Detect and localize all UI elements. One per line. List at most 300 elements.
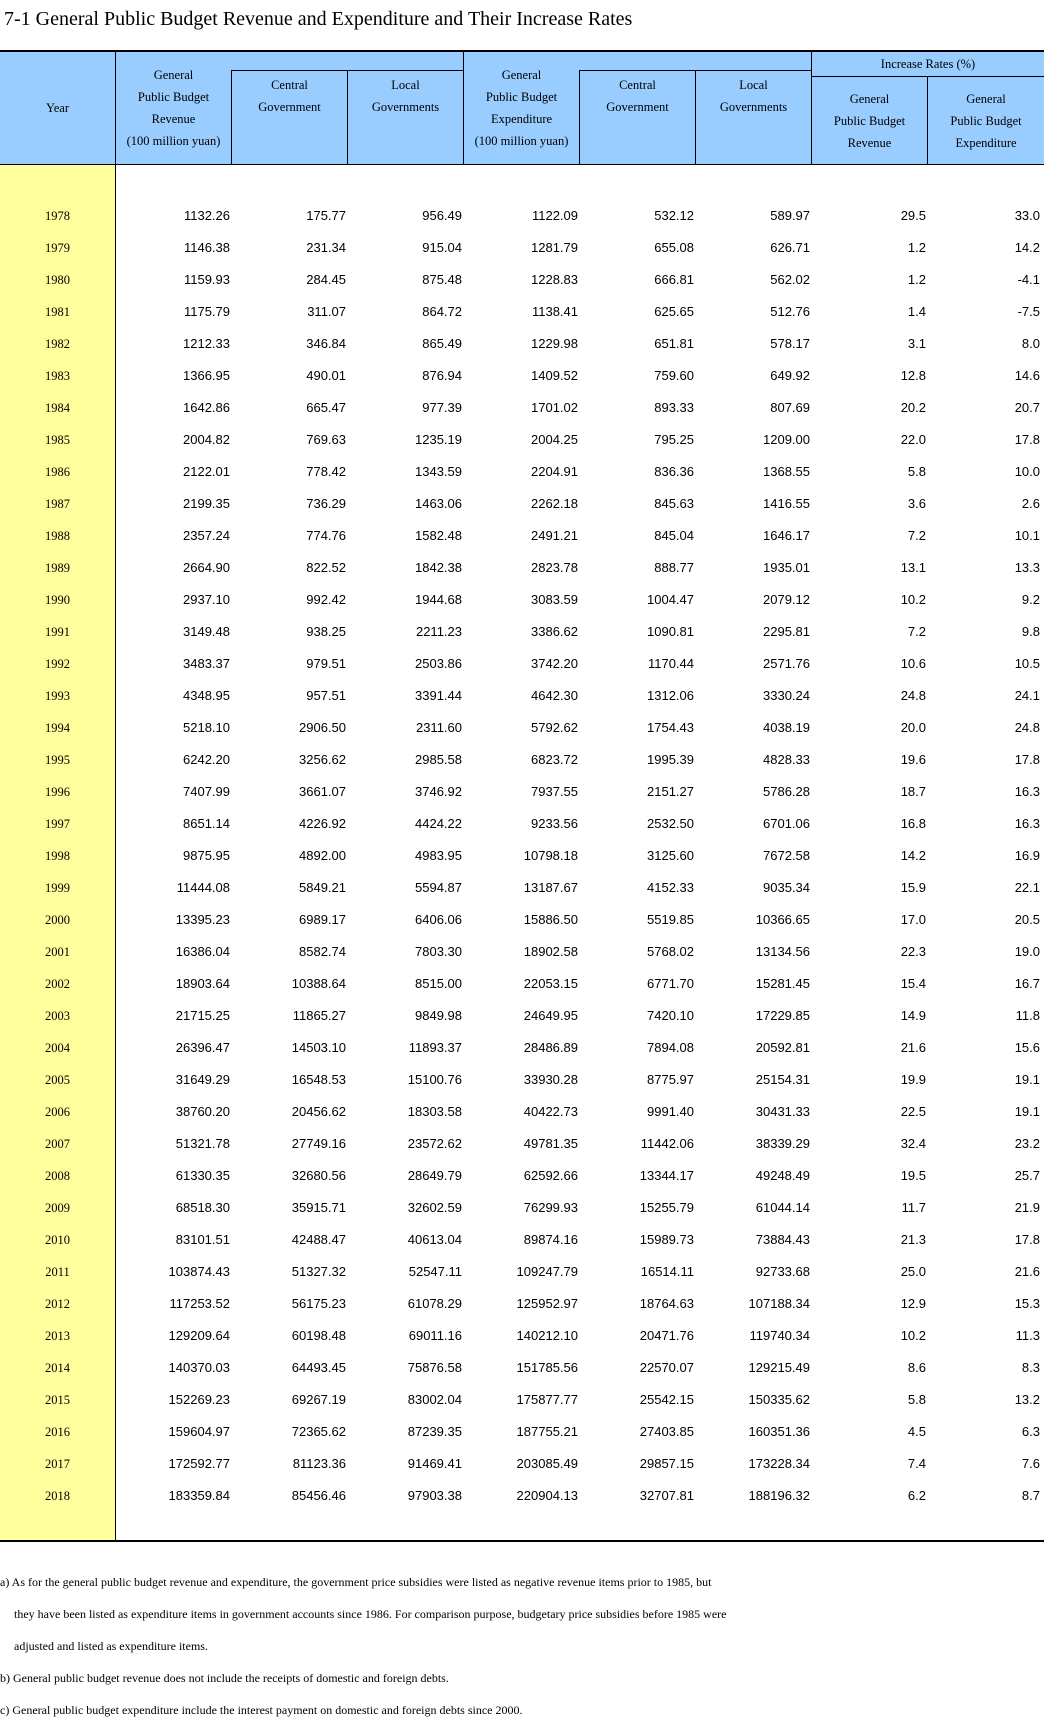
increase-revenue-cell: 6.2 (907, 1488, 926, 1503)
year-cell: 2012 (45, 1297, 70, 1311)
revenue-cell: 1366.95 (183, 368, 230, 383)
expenditure-local-cell: 188196.32 (748, 1488, 810, 1503)
revenue-central-cell: 85456.46 (291, 1488, 346, 1503)
increase-revenue-cell: 5.8 (907, 1392, 926, 1407)
revenue-cell: 103874.43 (168, 1264, 230, 1279)
year-cell: 1989 (45, 561, 70, 575)
expenditure-cell: 1229.98 (531, 336, 578, 351)
expenditure-local-cell: 17229.85 (755, 1008, 810, 1023)
revenue-central-cell: 778.42 (306, 464, 346, 479)
revenue-central-cell: 35915.71 (291, 1200, 346, 1215)
table-row (0, 456, 1044, 488)
year-cell: 1998 (45, 849, 70, 863)
revenue-cell: 13395.23 (175, 912, 230, 927)
expenditure-cell: 89874.16 (523, 1232, 578, 1247)
expenditure-local-cell: 150335.62 (748, 1392, 810, 1407)
increase-expenditure-cell: 15.6 (1014, 1040, 1040, 1055)
revenue-cell: 4348.95 (183, 688, 230, 703)
revenue-local-cell: 864.72 (422, 304, 462, 319)
increase-revenue-cell: 29.5 (900, 208, 926, 223)
table-body (0, 200, 1044, 1512)
year-cell: 2001 (45, 945, 70, 959)
revenue-cell: 2199.35 (183, 496, 230, 511)
increase-revenue-cell: 12.9 (900, 1296, 926, 1311)
expenditure-central-cell: 666.81 (654, 272, 694, 287)
revenue-central-cell: 72365.62 (291, 1424, 346, 1439)
header-revenue-central: Central Government (231, 70, 347, 164)
expenditure-central-cell: 1995.39 (647, 752, 694, 767)
revenue-local-cell: 9849.98 (415, 1008, 462, 1023)
revenue-local-cell: 876.94 (422, 368, 462, 383)
increase-expenditure-cell: 10.5 (1014, 656, 1040, 671)
expenditure-cell: 9233.56 (531, 816, 578, 831)
increase-expenditure-cell: 16.3 (1014, 784, 1040, 799)
increase-revenue-cell: 21.6 (900, 1040, 926, 1055)
expenditure-cell: 40422.73 (523, 1104, 578, 1119)
expenditure-local-cell: 173228.34 (748, 1456, 810, 1471)
table-row (0, 1160, 1044, 1192)
revenue-local-cell: 977.39 (422, 400, 462, 415)
expenditure-local-cell: 807.69 (770, 400, 810, 415)
revenue-local-cell: 75876.58 (407, 1360, 462, 1375)
expenditure-cell: 2262.18 (531, 496, 578, 511)
table-row (0, 1032, 1044, 1064)
increase-revenue-cell: 7.2 (907, 624, 926, 639)
increase-revenue-cell: 1.2 (907, 240, 926, 255)
revenue-cell: 18903.64 (175, 976, 230, 991)
year-cell: 1993 (45, 689, 70, 703)
increase-expenditure-cell: 6.3 (1021, 1424, 1040, 1439)
table-row (0, 392, 1044, 424)
table-row (0, 936, 1044, 968)
increase-revenue-cell: 16.8 (900, 816, 926, 831)
statistics-table (0, 50, 1044, 1542)
increase-revenue-cell: 3.6 (907, 496, 926, 511)
revenue-local-cell: 52547.11 (408, 1264, 462, 1279)
revenue-cell: 68518.30 (175, 1200, 230, 1215)
expenditure-cell: 1138.41 (531, 304, 578, 319)
increase-revenue-cell: 17.0 (900, 912, 926, 927)
expenditure-central-cell: 7894.08 (647, 1040, 694, 1055)
table-row (0, 872, 1044, 904)
revenue-central-cell: 665.47 (306, 400, 346, 415)
expenditure-central-cell: 8775.97 (647, 1072, 694, 1087)
year-cell: 1988 (45, 529, 70, 543)
footnote-line: a) As for the general public budget revenue and expenditure, the government price subsidies were listed as negative revenue items prior to 1985, but (0, 1575, 712, 1589)
year-cell: 2011 (45, 1265, 70, 1279)
revenue-cell: 16386.04 (175, 944, 230, 959)
revenue-cell: 2004.82 (183, 432, 230, 447)
revenue-cell: 38760.20 (175, 1104, 230, 1119)
revenue-cell: 5218.10 (183, 720, 230, 735)
revenue-central-cell: 346.84 (306, 336, 346, 351)
expenditure-central-cell: 25542.15 (639, 1392, 694, 1407)
table-row (0, 840, 1044, 872)
table-row (0, 1096, 1044, 1128)
year-cell: 2013 (45, 1329, 70, 1343)
expenditure-local-cell: 4828.33 (763, 752, 810, 767)
increase-expenditure-cell: 16.7 (1014, 976, 1040, 991)
revenue-cell: 7407.99 (183, 784, 230, 799)
revenue-central-cell: 69267.19 (291, 1392, 346, 1407)
table-row (0, 552, 1044, 584)
expenditure-local-cell: 578.17 (770, 336, 810, 351)
revenue-local-cell: 3746.92 (415, 784, 462, 799)
year-cell: 2005 (45, 1073, 70, 1087)
increase-revenue-cell: 20.0 (900, 720, 926, 735)
year-cell: 1995 (45, 753, 70, 767)
revenue-central-cell: 992.42 (306, 592, 346, 607)
expenditure-local-cell: 30431.33 (755, 1104, 810, 1119)
revenue-cell: 11444.08 (176, 880, 230, 895)
expenditure-cell: 10798.18 (523, 848, 578, 863)
revenue-central-cell: 20456.62 (291, 1104, 346, 1119)
expenditure-cell: 15886.50 (523, 912, 578, 927)
expenditure-local-cell: 2571.76 (763, 656, 810, 671)
year-cell: 2007 (45, 1137, 70, 1151)
expenditure-central-cell: 16514.11 (640, 1264, 694, 1279)
expenditure-cell: 220904.13 (516, 1488, 578, 1503)
revenue-local-cell: 6406.06 (415, 912, 462, 927)
increase-revenue-cell: 22.0 (900, 432, 926, 447)
revenue-local-cell: 7803.30 (415, 944, 462, 959)
expenditure-central-cell: 5519.85 (647, 912, 694, 927)
expenditure-cell: 2823.78 (531, 560, 578, 575)
year-cell: 1997 (45, 817, 70, 831)
revenue-central-cell: 284.45 (306, 272, 346, 287)
expenditure-central-cell: 1754.43 (647, 720, 694, 735)
header-year: Year (45, 101, 70, 115)
expenditure-central-cell: 651.81 (654, 336, 694, 351)
expenditure-cell: 2004.25 (531, 432, 578, 447)
revenue-local-cell: 28649.79 (407, 1168, 462, 1183)
revenue-cell: 117253.52 (169, 1296, 230, 1311)
revenue-central-cell: 2906.50 (299, 720, 346, 735)
header-increase-expenditure: General Public Budget Expenditure (927, 77, 1044, 164)
increase-expenditure-cell: 16.3 (1014, 816, 1040, 831)
revenue-local-cell: 956.49 (422, 208, 462, 223)
revenue-central-cell: 822.52 (306, 560, 346, 575)
increase-expenditure-cell: 24.8 (1014, 720, 1040, 735)
table-row (0, 200, 1044, 232)
expenditure-cell: 3083.59 (531, 592, 578, 607)
revenue-central-cell: 490.01 (306, 368, 346, 383)
table-header (0, 52, 1044, 165)
revenue-central-cell: 979.51 (306, 656, 346, 671)
revenue-local-cell: 61078.29 (407, 1296, 462, 1311)
expenditure-central-cell: 3125.60 (647, 848, 694, 863)
increase-revenue-cell: 14.9 (900, 1008, 926, 1023)
expenditure-cell: 5792.62 (531, 720, 578, 735)
revenue-local-cell: 2985.58 (415, 752, 462, 767)
expenditure-local-cell: 25154.31 (755, 1072, 810, 1087)
revenue-cell: 1132.26 (183, 208, 230, 223)
table-row (0, 616, 1044, 648)
expenditure-central-cell: 1312.06 (647, 688, 694, 703)
revenue-central-cell: 10388.64 (291, 976, 346, 991)
expenditure-local-cell: 73884.43 (755, 1232, 810, 1247)
revenue-central-cell: 64493.45 (291, 1360, 346, 1375)
revenue-central-cell: 774.76 (306, 528, 346, 543)
revenue-cell: 140370.03 (168, 1360, 230, 1375)
year-cell: 2006 (45, 1105, 70, 1119)
expenditure-central-cell: 845.63 (654, 496, 694, 511)
increase-revenue-cell: 4.5 (907, 1424, 926, 1439)
revenue-central-cell: 769.63 (306, 432, 346, 447)
year-cell: 2018 (45, 1489, 70, 1503)
expenditure-central-cell: 625.65 (654, 304, 694, 319)
year-cell: 1991 (45, 625, 70, 639)
increase-expenditure-cell: 14.6 (1014, 368, 1040, 383)
revenue-cell: 1642.86 (183, 400, 230, 415)
year-cell: 1978 (45, 209, 70, 223)
increase-expenditure-cell: 10.1 (1014, 528, 1040, 543)
table-row (0, 1384, 1044, 1416)
year-cell: 2016 (45, 1425, 70, 1439)
expenditure-cell: 6823.72 (531, 752, 578, 767)
revenue-cell: 1146.38 (183, 240, 230, 255)
table-row (0, 744, 1044, 776)
revenue-cell: 2937.10 (183, 592, 230, 607)
table-row (0, 520, 1044, 552)
revenue-local-cell: 83002.04 (407, 1392, 462, 1407)
expenditure-cell: 203085.49 (516, 1456, 578, 1471)
expenditure-cell: 1701.02 (531, 400, 578, 415)
revenue-cell: 26396.47 (175, 1040, 230, 1055)
expenditure-central-cell: 795.25 (654, 432, 694, 447)
expenditure-local-cell: 9035.34 (763, 880, 810, 895)
increase-revenue-cell: 10.6 (900, 656, 926, 671)
expenditure-local-cell: 49248.49 (755, 1168, 810, 1183)
expenditure-central-cell: 759.60 (654, 368, 694, 383)
revenue-central-cell: 3661.07 (299, 784, 346, 799)
year-cell: 1983 (45, 369, 70, 383)
expenditure-cell: 28486.89 (523, 1040, 578, 1055)
expenditure-central-cell: 1170.44 (647, 656, 694, 671)
revenue-central-cell: 81123.36 (292, 1456, 346, 1471)
increase-expenditure-cell: 19.0 (1014, 944, 1040, 959)
revenue-local-cell: 91469.41 (407, 1456, 462, 1471)
increase-expenditure-cell: 20.7 (1014, 400, 1040, 415)
expenditure-central-cell: 6771.70 (647, 976, 694, 991)
expenditure-cell: 24649.95 (523, 1008, 578, 1023)
increase-revenue-cell: 8.6 (907, 1360, 926, 1375)
increase-expenditure-cell: 17.8 (1014, 752, 1040, 767)
revenue-local-cell: 23572.62 (407, 1136, 462, 1151)
increase-revenue-cell: 19.5 (900, 1168, 926, 1183)
revenue-local-cell: 97903.38 (407, 1488, 462, 1503)
revenue-local-cell: 3391.44 (415, 688, 462, 703)
year-cell: 1982 (45, 337, 70, 351)
expenditure-local-cell: 129215.49 (748, 1360, 810, 1375)
revenue-local-cell: 1944.68 (415, 592, 462, 607)
header-expenditure-local: Local Governments (695, 70, 811, 164)
revenue-local-cell: 875.48 (422, 272, 462, 287)
table-title: 7-1 General Public Budget Revenue and Expenditure and Their Increase Rates (4, 8, 633, 30)
revenue-local-cell: 11893.37 (408, 1040, 462, 1055)
expenditure-local-cell: 649.92 (770, 368, 810, 383)
expenditure-local-cell: 61044.14 (755, 1200, 810, 1215)
footnote-line: c) General public budget expenditure include the interest payment on domestic and foreign debts since 2000. (0, 1703, 523, 1717)
revenue-cell: 129209.64 (168, 1328, 230, 1343)
expenditure-local-cell: 13134.56 (755, 944, 810, 959)
expenditure-cell: 49781.35 (523, 1136, 578, 1151)
revenue-central-cell: 3256.62 (299, 752, 346, 767)
revenue-central-cell: 8582.74 (299, 944, 346, 959)
revenue-central-cell: 4892.00 (299, 848, 346, 863)
revenue-central-cell: 311.07 (307, 304, 346, 319)
revenue-local-cell: 1463.06 (415, 496, 462, 511)
expenditure-central-cell: 1090.81 (647, 624, 694, 639)
revenue-cell: 159604.97 (168, 1424, 230, 1439)
expenditure-local-cell: 92733.68 (755, 1264, 810, 1279)
year-cell: 2010 (45, 1233, 70, 1247)
expenditure-central-cell: 2151.27 (647, 784, 694, 799)
expenditure-central-cell: 18764.63 (639, 1296, 694, 1311)
increase-expenditure-cell: 19.1 (1014, 1072, 1040, 1087)
year-cell: 1992 (45, 657, 70, 671)
year-cell: 2009 (45, 1201, 70, 1215)
year-cell: 1980 (45, 273, 70, 287)
revenue-local-cell: 2311.60 (415, 720, 462, 735)
table-row (0, 488, 1044, 520)
revenue-central-cell: 56175.23 (291, 1296, 346, 1311)
header-increase-revenue: General Public Budget Revenue (811, 77, 927, 164)
increase-revenue-cell: 10.2 (900, 1328, 926, 1343)
expenditure-central-cell: 7420.10 (647, 1008, 694, 1023)
footnote-line: adjusted and listed as expenditure items. (14, 1639, 208, 1653)
year-cell: 1986 (45, 465, 70, 479)
expenditure-cell: 1281.79 (531, 240, 578, 255)
increase-expenditure-cell: 9.2 (1021, 592, 1040, 607)
increase-revenue-cell: 14.2 (900, 848, 926, 863)
increase-expenditure-cell: 24.1 (1014, 688, 1040, 703)
increase-revenue-cell: 3.1 (907, 336, 926, 351)
increase-revenue-cell: 13.1 (900, 560, 926, 575)
revenue-local-cell: 8515.00 (415, 976, 462, 991)
increase-expenditure-cell: 2.6 (1021, 496, 1040, 511)
increase-revenue-cell: 1.4 (907, 304, 926, 319)
expenditure-local-cell: 512.76 (770, 304, 810, 319)
increase-revenue-cell: 19.6 (900, 752, 926, 767)
revenue-central-cell: 4226.92 (299, 816, 346, 831)
expenditure-local-cell: 4038.19 (763, 720, 810, 735)
year-cell: 1984 (45, 401, 70, 415)
table-row (0, 1128, 1044, 1160)
expenditure-local-cell: 15281.45 (755, 976, 810, 991)
expenditure-central-cell: 2532.50 (647, 816, 694, 831)
revenue-local-cell: 15100.76 (407, 1072, 462, 1087)
table-row (0, 1352, 1044, 1384)
revenue-cell: 21715.25 (175, 1008, 230, 1023)
increase-expenditure-cell: 8.3 (1021, 1360, 1040, 1375)
year-cell: 2004 (45, 1041, 70, 1055)
revenue-cell: 3483.37 (183, 656, 230, 671)
revenue-local-cell: 18303.58 (407, 1104, 462, 1119)
increase-expenditure-cell: -7.5 (1017, 304, 1040, 319)
year-cell: 2000 (45, 913, 70, 927)
year-cell: 1981 (45, 305, 70, 319)
year-cell: 1996 (45, 785, 70, 799)
revenue-central-cell: 32680.56 (291, 1168, 346, 1183)
expenditure-cell: 125952.97 (516, 1296, 578, 1311)
table-row (0, 1000, 1044, 1032)
expenditure-cell: 1409.52 (531, 368, 578, 383)
table-row (0, 648, 1044, 680)
increase-expenditure-cell: 17.8 (1014, 432, 1040, 447)
increase-revenue-cell: 7.4 (907, 1456, 926, 1471)
year-cell: 2002 (45, 977, 70, 991)
revenue-local-cell: 87239.35 (407, 1424, 462, 1439)
year-cell: 2015 (45, 1393, 70, 1407)
revenue-central-cell: 60198.48 (291, 1328, 346, 1343)
table-row (0, 776, 1044, 808)
increase-expenditure-cell: 25.7 (1014, 1168, 1040, 1183)
revenue-central-cell: 957.51 (306, 688, 346, 703)
increase-revenue-cell: 12.8 (900, 368, 926, 383)
revenue-cell: 3149.48 (183, 624, 230, 639)
table-row (0, 264, 1044, 296)
revenue-local-cell: 915.04 (422, 240, 462, 255)
increase-expenditure-cell: 7.6 (1021, 1456, 1040, 1471)
expenditure-local-cell: 2295.81 (763, 624, 810, 639)
expenditure-local-cell: 7672.58 (763, 848, 810, 863)
expenditure-central-cell: 22570.07 (639, 1360, 694, 1375)
revenue-local-cell: 32602.59 (407, 1200, 462, 1215)
header-revenue: General Public Budget Revenue (100 million yuan) (115, 52, 231, 164)
revenue-cell: 31649.29 (175, 1072, 230, 1087)
expenditure-local-cell: 107188.34 (748, 1296, 810, 1311)
increase-expenditure-cell: 8.0 (1021, 336, 1040, 351)
increase-expenditure-cell: 8.7 (1021, 1488, 1040, 1503)
table-row (0, 1448, 1044, 1480)
expenditure-cell: 109247.79 (516, 1264, 578, 1279)
increase-expenditure-cell: 14.2 (1014, 240, 1040, 255)
increase-expenditure-cell: 13.3 (1014, 560, 1040, 575)
expenditure-cell: 33930.28 (523, 1072, 578, 1087)
header-revenue-local: Local Governments (347, 70, 463, 164)
expenditure-local-cell: 1209.00 (763, 432, 810, 447)
increase-revenue-cell: 22.5 (900, 1104, 926, 1119)
increase-expenditure-cell: 19.1 (1014, 1104, 1040, 1119)
revenue-central-cell: 736.29 (306, 496, 346, 511)
revenue-central-cell: 6989.17 (299, 912, 346, 927)
expenditure-central-cell: 13344.17 (639, 1168, 694, 1183)
expenditure-cell: 3742.20 (531, 656, 578, 671)
table-row (0, 808, 1044, 840)
revenue-central-cell: 175.77 (306, 208, 346, 223)
table-row (0, 424, 1044, 456)
expenditure-local-cell: 1646.17 (763, 528, 810, 543)
expenditure-central-cell: 1004.47 (647, 592, 694, 607)
expenditure-cell: 2491.21 (531, 528, 578, 543)
table-row (0, 1320, 1044, 1352)
revenue-local-cell: 1842.38 (415, 560, 462, 575)
revenue-cell: 183359.84 (168, 1488, 230, 1503)
revenue-local-cell: 69011.16 (408, 1328, 462, 1343)
increase-expenditure-cell: 17.8 (1014, 1232, 1040, 1247)
increase-revenue-cell: 21.3 (900, 1232, 926, 1247)
expenditure-central-cell: 893.33 (654, 400, 694, 415)
expenditure-central-cell: 32707.81 (639, 1488, 694, 1503)
table-row (0, 360, 1044, 392)
table-row (0, 1288, 1044, 1320)
table-row (0, 296, 1044, 328)
expenditure-local-cell: 38339.29 (755, 1136, 810, 1151)
revenue-cell: 1159.93 (183, 272, 230, 287)
increase-expenditure-cell: 15.3 (1014, 1296, 1040, 1311)
revenue-local-cell: 865.49 (422, 336, 462, 351)
